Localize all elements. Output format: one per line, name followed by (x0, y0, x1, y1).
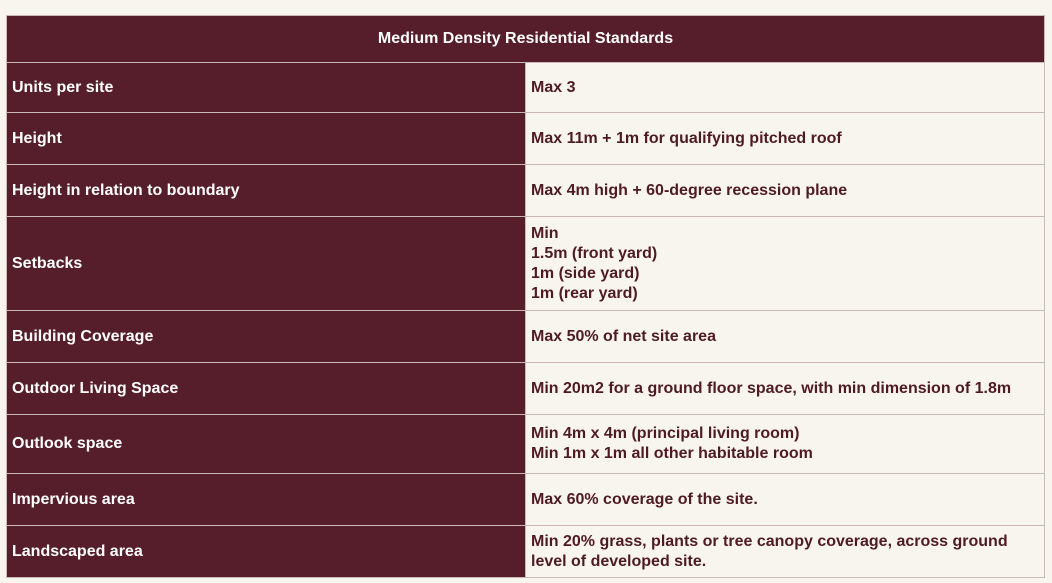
value-line: Min 20% grass, plants or tree canopy coverage, across ground level of developed site. (531, 532, 1008, 570)
table-title: Medium Density Residential Standards (7, 16, 1045, 63)
row-label-outlook-space: Outlook space (7, 415, 526, 474)
value-line: 1m (rear yard) (531, 284, 638, 302)
value-line: 1.5m (front yard) (531, 244, 658, 262)
row-label-setbacks: Setbacks (7, 217, 526, 311)
table-row (7, 363, 1045, 415)
row-value-impervious-area (526, 474, 1045, 526)
table-row (7, 311, 1045, 363)
row-value-setbacks (526, 217, 1045, 311)
value-line: Max 3 (531, 78, 576, 96)
table-row (7, 474, 1045, 526)
value-line: Min 20m2 for a ground floor space, with min dimension of 1.8m (531, 379, 1012, 397)
table-row (7, 113, 1045, 165)
row-value-outlook-space (526, 415, 1045, 474)
standards-table-container (6, 15, 1045, 578)
table-row (7, 217, 1045, 311)
value-line: Max 4m high + 60-degree recession plane (531, 181, 848, 199)
table-row (7, 165, 1045, 217)
row-label-height-boundary: Height in relation to boundary (7, 165, 526, 217)
row-value-outdoor-living (526, 363, 1045, 415)
row-value-height-boundary (526, 165, 1045, 217)
table-row (7, 415, 1045, 474)
row-label-landscaped-area: Landscaped area (7, 526, 526, 578)
table-row (7, 63, 1045, 113)
row-label-outdoor-living: Outdoor Living Space (7, 363, 526, 415)
row-label-building-coverage: Building Coverage (7, 311, 526, 363)
row-label-height: Height (7, 113, 526, 165)
value-line: Min (531, 224, 559, 242)
row-value-building-coverage (526, 311, 1045, 363)
value-line: Max 60% coverage of the site. (531, 490, 758, 508)
row-value-height (526, 113, 1045, 165)
row-label-units-per-site: Units per site (7, 63, 526, 113)
value-line: Min 4m x 4m (principal living room) (531, 425, 800, 442)
value-line: 1m (side yard) (531, 264, 640, 282)
row-value-units-per-site (526, 63, 1045, 113)
row-label-impervious-area: Impervious area (7, 474, 526, 526)
row-value-landscaped-area (526, 526, 1045, 578)
value-line: Max 11m + 1m for qualifying pitched roof (531, 129, 842, 147)
value-line: Min 1m x 1m all other habitable room (531, 445, 813, 462)
standards-table (6, 15, 1045, 578)
table-row (7, 526, 1045, 578)
value-line: Max 50% of net site area (531, 327, 716, 345)
